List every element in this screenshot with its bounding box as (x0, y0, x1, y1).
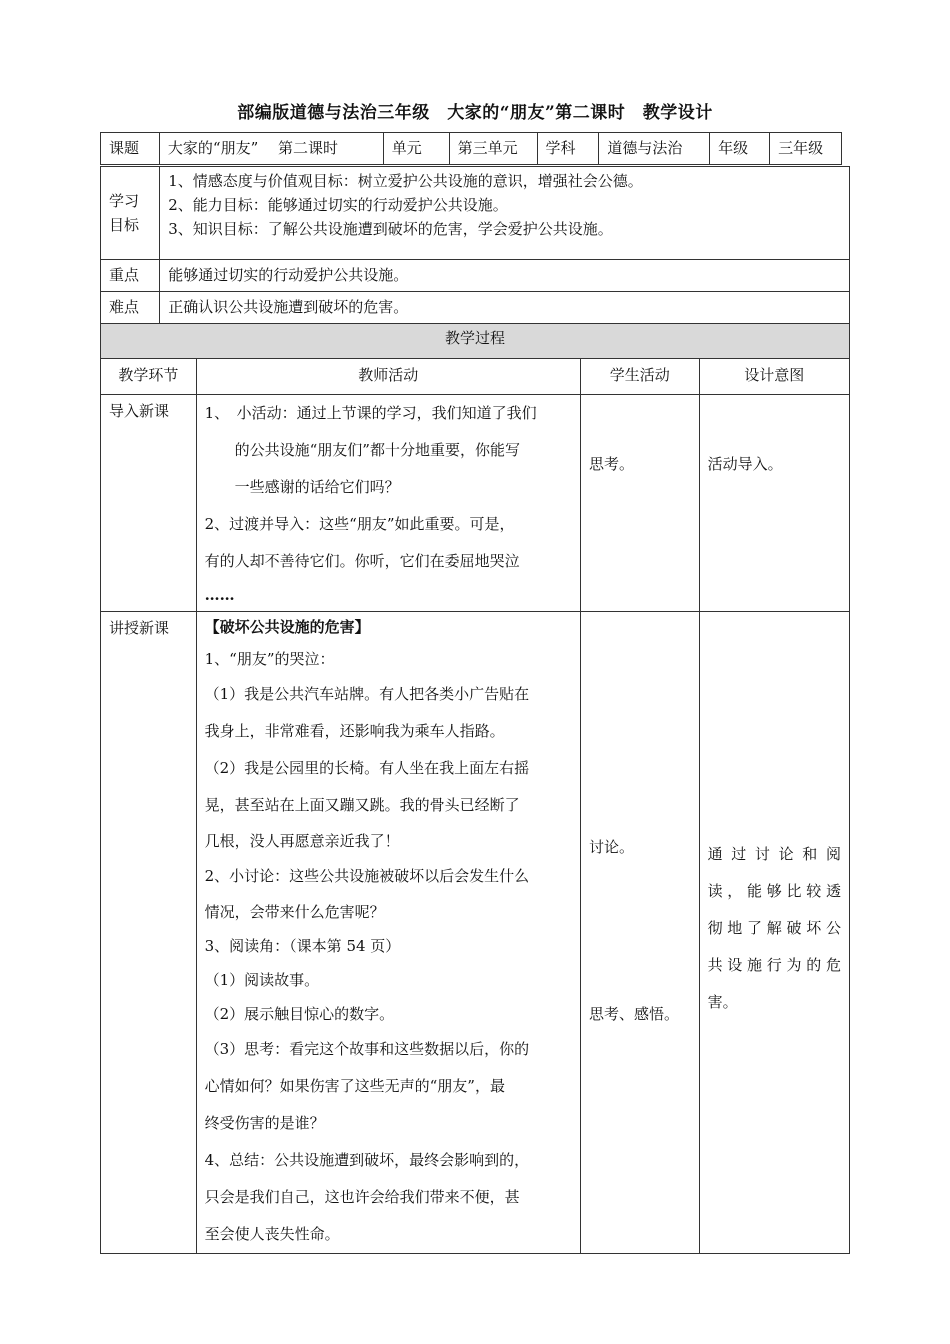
teacher-line: 至会使人丧失性命。 (204, 1225, 340, 1243)
goals-label-line1: 学习 (109, 192, 140, 210)
goal-item: 3、知识目标：了解公共设施遭到破坏的危害，学会爱护公共设施。 (168, 220, 613, 238)
teacher-activity-cell (196, 395, 580, 612)
teacher-line: （3）思考：看完这个故事和这些数据以后，你的 (204, 1040, 530, 1058)
goal-item: 1、情感态度与价值观目标：树立爱护公共设施的意识，增强社会公德。 (168, 172, 643, 190)
teacher-line: 有的人却不善待它们。你听，它们在委屈地哭泣 (204, 552, 520, 570)
key-point-value: 能够通过切实的行动爱护公共设施。 (160, 260, 850, 292)
teacher-line: （2）我是公园里的长椅。有人坐在我上面左右摇 (204, 759, 530, 777)
teacher-line: （1）阅读故事。 (204, 971, 320, 989)
teacher-activity-cell (196, 612, 580, 1254)
teacher-line: 一些感谢的话给它们吗？ (234, 478, 400, 496)
intent-line: 彻地了解破坏公 (707, 919, 841, 937)
teacher-line: 的公共设施“朋友们”都十分地重要，你能写 (234, 441, 520, 459)
grade-value: 三年级 (770, 133, 842, 165)
teacher-line: 情况，会带来什么危害呢？ (204, 903, 385, 921)
process-heading: 教学过程 (101, 324, 850, 359)
unit-label: 单元 (383, 133, 449, 165)
column-header-stage: 教学环节 (101, 359, 197, 395)
teacher-line: 1、 小活动：通过上节课的学习，我们知道了我们 (204, 404, 537, 422)
subject-value: 道德与法治 (599, 133, 710, 165)
goals-label-line2: 目标 (109, 216, 140, 234)
teacher-line: 4、总结：公共设施遭到破坏，最终会影响到的， (204, 1151, 530, 1169)
student-activity-cell (580, 612, 699, 1254)
teacher-section-heading: 【破坏公共设施的危害】 (204, 618, 370, 636)
teacher-line: 几根，没人再愿意亲近我了！ (204, 832, 400, 850)
topic-value: 大家的“朋友” 第二课时 (159, 133, 383, 165)
intent-line: 通过讨论和阅 (707, 845, 841, 863)
student-activity-discuss: 讨论。 (588, 838, 634, 856)
teacher-line: 1、“朋友”的哭泣： (204, 650, 335, 668)
topic-label: 课题 (101, 133, 160, 165)
table-row (101, 395, 850, 612)
column-header-intent: 设计意图 (699, 359, 849, 395)
teacher-line: 2、小讨论：这些公共设施被破坏以后会发生什么 (204, 867, 530, 885)
teacher-line: 只会是我们自己，这也许会给我们带来不便，甚 (204, 1188, 520, 1206)
column-header-teacher: 教师活动 (196, 359, 580, 395)
intent-line: 读，能够比较透 (707, 882, 841, 900)
design-intent-cell: 活动导入。 (699, 395, 849, 612)
intent-line: 共设施行为的危 (707, 956, 841, 974)
teacher-line: 终受伤害的是谁？ (204, 1114, 325, 1132)
column-header-student: 学生活动 (580, 359, 699, 395)
design-intent-cell (699, 612, 849, 1254)
teacher-line: …… (204, 586, 235, 604)
unit-value: 第三单元 (449, 133, 537, 165)
document-title: 部编版道德与法治三年级 大家的“朋友”第二课时 教学设计 (237, 103, 713, 123)
teacher-line: 2、过渡并导入：这些“朋友”如此重要。可是， (204, 515, 515, 533)
stage-cell: 讲授新课 (101, 612, 197, 1254)
intent-line: 害。 (707, 993, 738, 1011)
teacher-line: 心情如何？如果伤害了这些无声的“朋友”，最 (204, 1077, 505, 1095)
difficulty-label: 难点 (101, 292, 160, 324)
teacher-line: （1）我是公共汽车站牌。有人把各类小广告贴在 (204, 685, 530, 703)
goals-content (160, 167, 850, 260)
subject-label: 学科 (537, 133, 599, 165)
student-activity-cell: 思考。 (580, 395, 699, 612)
grade-label: 年级 (710, 133, 770, 165)
difficulty-value: 正确认识公共设施遭到破坏的危害。 (160, 292, 850, 324)
goals-label (101, 167, 160, 260)
student-activity-think: 思考、感悟。 (588, 1005, 679, 1023)
teacher-line: 我身上，非常难看，还影响我为乘车人指路。 (204, 722, 505, 740)
teacher-line: 3、阅读角：（课本第 54 页） (204, 937, 401, 955)
goal-item: 2、能力目标：能够通过切实的行动爱护公共设施。 (168, 196, 508, 214)
stage-cell: 导入新课 (101, 395, 197, 612)
lesson-info-table (100, 132, 842, 165)
table-row (101, 612, 850, 1254)
key-point-label: 重点 (101, 260, 160, 292)
teacher-line: 晃，甚至站在上面又蹦又跳。我的骨头已经断了 (204, 796, 520, 814)
teaching-process-table (100, 323, 850, 1254)
teacher-line: （2）展示触目惊心的数字。 (204, 1005, 395, 1023)
objectives-table (100, 166, 850, 324)
